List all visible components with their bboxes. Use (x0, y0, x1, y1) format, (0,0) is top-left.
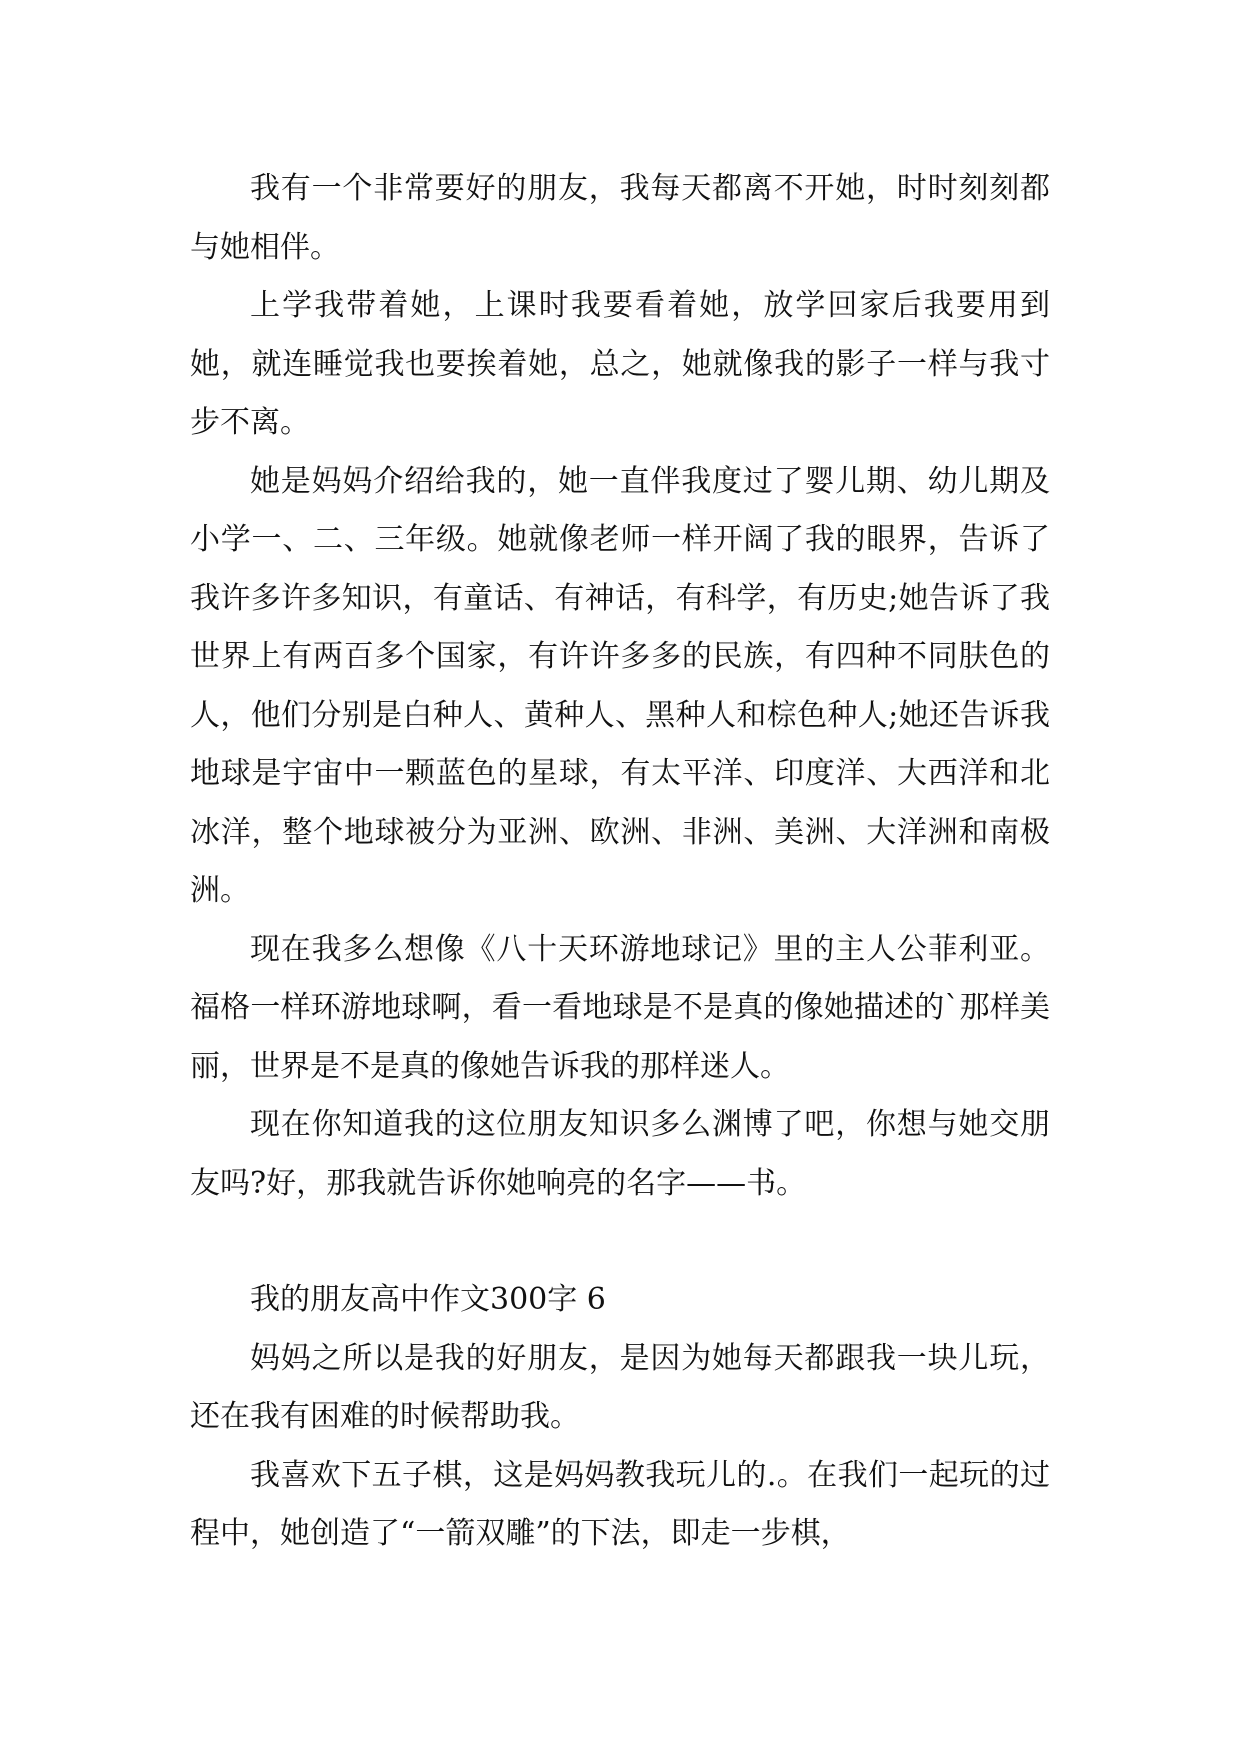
section-heading: 我的朋友高中作文300字 6 (250, 1282, 606, 1317)
paragraph: 我喜欢下五子棋，这是妈妈教我玩儿的.。在我们一起玩的过程中，她创造了“一箭双雕”的下法，即走一步棋， (190, 1457, 1050, 1551)
paragraph: 她是妈妈介绍给我的，她一直伴我度过了婴儿期、幼儿期及小学一、二、三年级。她就像老师一样开阔了我的眼界，告诉了我许多许多知识，有童话、有神话，有科学，有历史;她告诉了我世界上有两百多个国家，有许许多多的民族，有四种不同肤色的人，他们分别是白种人、黄种人、黑种人和棕色种人;她还告诉我地球是宇宙中一颗蓝色的星球，有太平洋、印度洋、大西洋和北冰洋，整个地球被分为亚洲、欧洲、非洲、美洲、大洋洲和南极洲。 (190, 463, 1050, 908)
paragraph: 妈妈之所以是我的好朋友，是因为她每天都跟我一块儿玩，还在我有困难的时候帮助我。 (190, 1340, 1050, 1434)
paragraph: 现在你知道我的这位朋友知识多么渊博了吧，你想与她交朋友吗?好，那我就告诉你她响亮的名字——书。 (190, 1107, 1050, 1201)
paragraph: 现在我多么想像《八十天环游地球记》里的主人公菲利亚。福格一样环游地球啊，看一看地球是不是真的像她描述的`那样美丽，世界是不是真的像她告诉我的那样迷人。 (190, 931, 1050, 1084)
document-page (190, 160, 1050, 1564)
paragraph: 我有一个非常要好的朋友，我每天都离不开她，时时刻刻都与她相伴。 (190, 171, 1050, 265)
section-gap (190, 1213, 1050, 1271)
paragraph: 上学我带着她，上课时我要看着她，放学回家后我要用到她，就连睡觉我也要挨着她，总之，她就像我的影子一样与我寸步不离。 (190, 288, 1050, 440)
